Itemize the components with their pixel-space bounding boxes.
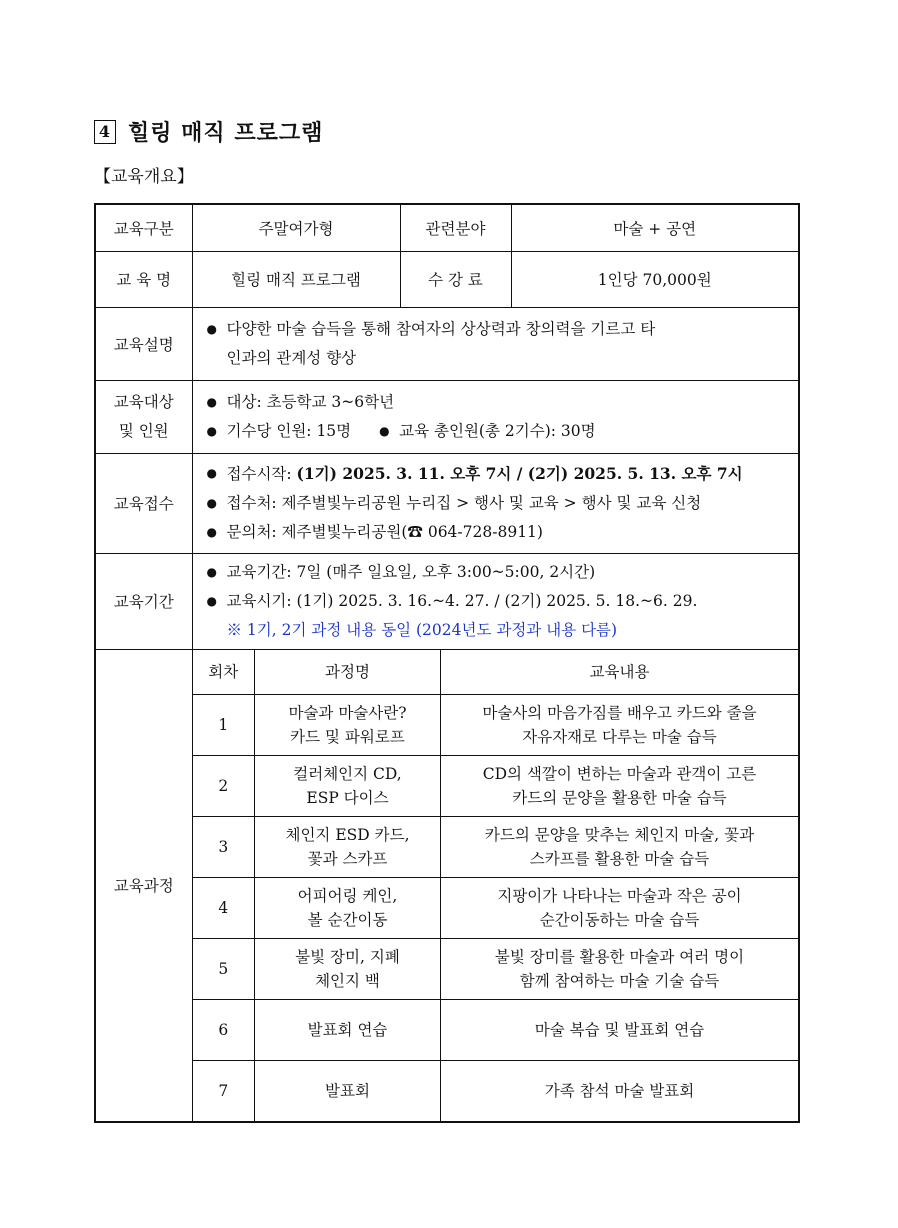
course-content: CD의 색깔이 변하는 마술과 관객이 고른 카드의 문양을 활용한 마술 습득 <box>441 756 799 817</box>
bullet-icon: ● <box>206 466 217 480</box>
session-number: 4 <box>193 878 255 939</box>
note-text: ※ 1기, 2기 과정 내용 동일 (2024년도 과정과 내용 다름) <box>226 620 618 639</box>
curriculum-cell <box>192 649 799 1122</box>
apply-place-text: 접수처: 제주별빛누리공원 누리집 > 행사 및 교육 > 행사 및 교육 신청 <box>226 494 702 512</box>
header-content: 교육내용 <box>441 650 799 695</box>
course-name: 어피어링 케인, 볼 순간이동 <box>255 878 441 939</box>
table-row <box>193 1061 799 1121</box>
field-label: 관련분야 <box>400 204 511 251</box>
header-session: 회차 <box>193 650 255 695</box>
bullet-icon: ● <box>206 525 217 539</box>
overview-table <box>94 203 800 1123</box>
bullet-icon: ● <box>206 321 217 336</box>
session-number: 2 <box>193 756 255 817</box>
table-row <box>193 695 799 756</box>
desc-label: 교육설명 <box>95 307 192 380</box>
name-label: 교 육 명 <box>95 251 192 307</box>
curriculum-label: 교육과정 <box>95 649 192 1122</box>
bullet-icon: ● <box>206 394 217 409</box>
fee-value: 1인당 70,000원 <box>511 251 799 307</box>
session-number: 3 <box>193 817 255 878</box>
total-text: 교육 총인원(총 2기수): 30명 <box>399 421 596 440</box>
period-cell <box>192 553 799 649</box>
apply-period-value: (1기) 2025. 3. 11. 오후 7시 / (2기) 2025. 5. 13. 오후 7시 <box>296 464 743 483</box>
bullet-icon: ● <box>206 423 217 438</box>
fee-label: 수 강 료 <box>400 251 511 307</box>
session-number: 6 <box>193 1000 255 1061</box>
course-name: 발표회 <box>255 1061 441 1121</box>
category-label: 교육구분 <box>95 204 192 251</box>
apply-label: 교육접수 <box>95 453 192 553</box>
period-text: 교육기간: 7일 (매주 일요일, 오후 3:00~5:00, 2시간) <box>226 562 596 581</box>
row-description <box>95 307 799 380</box>
apply-cell <box>192 453 799 553</box>
course-name: 컬러체인지 CD, ESP 다이스 <box>255 756 441 817</box>
course-name: 불빛 장미, 지폐 체인지 백 <box>255 939 441 1000</box>
course-name: 발표회 연습 <box>255 1000 441 1061</box>
table-row <box>193 878 799 939</box>
bullet-icon: ● <box>206 564 217 579</box>
row-apply <box>95 453 799 553</box>
section-title: 힐링 매직 프로그램 <box>128 120 324 146</box>
course-content: 가족 참석 마술 발표회 <box>441 1061 799 1121</box>
contact-text: 문의처: 제주별빛누리공원(☎ 064-728-8911) <box>226 523 543 541</box>
overview-subheading: 【교육개요】 <box>94 167 194 187</box>
table-row <box>193 756 799 817</box>
field-value: 마술 + 공연 <box>511 204 799 251</box>
course-name: 체인지 ESD 카드, 꽃과 스카프 <box>255 817 441 878</box>
period-label: 교육기간 <box>95 553 192 649</box>
table-row <box>193 1000 799 1061</box>
category-value: 주말여가형 <box>192 204 400 251</box>
course-content: 마술사의 마음가짐를 배우고 카드와 줄을 자유자재로 다루는 마술 습득 <box>441 695 799 756</box>
bullet-icon: ● <box>379 423 390 438</box>
timing-text: 교육시기: (1기) 2025. 3. 16.~4. 27. / (2기) 2025. 5. 18.~6. 29. <box>226 591 698 610</box>
course-name: 마술과 마술사란? 카드 및 파워로프 <box>255 695 441 756</box>
session-number: 5 <box>193 939 255 1000</box>
target-cell <box>192 380 799 453</box>
desc-cell <box>192 307 799 380</box>
course-content: 불빛 장미를 활용한 마술과 여러 명이 함께 참여하는 마술 기술 습득 <box>441 939 799 1000</box>
section-heading <box>94 116 323 147</box>
table-row <box>193 817 799 878</box>
row-target <box>95 380 799 453</box>
row-curriculum <box>95 649 799 1122</box>
curriculum-header-row <box>193 650 799 695</box>
course-content: 카드의 문양을 맞추는 체인지 마술, 꽃과 스카프를 활용한 마술 습득 <box>441 817 799 878</box>
row-category <box>95 204 799 251</box>
target-text: 대상: 초등학교 3~6학년 <box>226 392 395 411</box>
session-number: 7 <box>193 1061 255 1121</box>
capacity-text: 기수당 인원: 15명 <box>226 421 352 440</box>
header-course: 과정명 <box>255 650 441 695</box>
apply-period-prefix: 접수시작: <box>226 465 297 483</box>
bullet-icon: ● <box>206 496 217 510</box>
section-number: 4 <box>94 120 116 144</box>
course-content: 마술 복습 및 발표회 연습 <box>441 1000 799 1061</box>
row-name <box>95 251 799 307</box>
desc-text-2: 인과의 관계성 향상 <box>226 348 357 367</box>
desc-text-1: 다양한 마술 습득을 통해 참여자의 상상력과 창의력을 기르고 타 <box>226 319 656 338</box>
target-label: 교육대상 및 인원 <box>95 380 192 453</box>
session-number: 1 <box>193 695 255 756</box>
curriculum-table <box>193 650 799 1121</box>
bullet-icon: ● <box>206 593 217 608</box>
table-row <box>193 939 799 1000</box>
row-period <box>95 553 799 649</box>
course-content: 지팡이가 나타나는 마술과 작은 공이 순간이동하는 마술 습득 <box>441 878 799 939</box>
name-value: 힐링 매직 프로그램 <box>192 251 400 307</box>
